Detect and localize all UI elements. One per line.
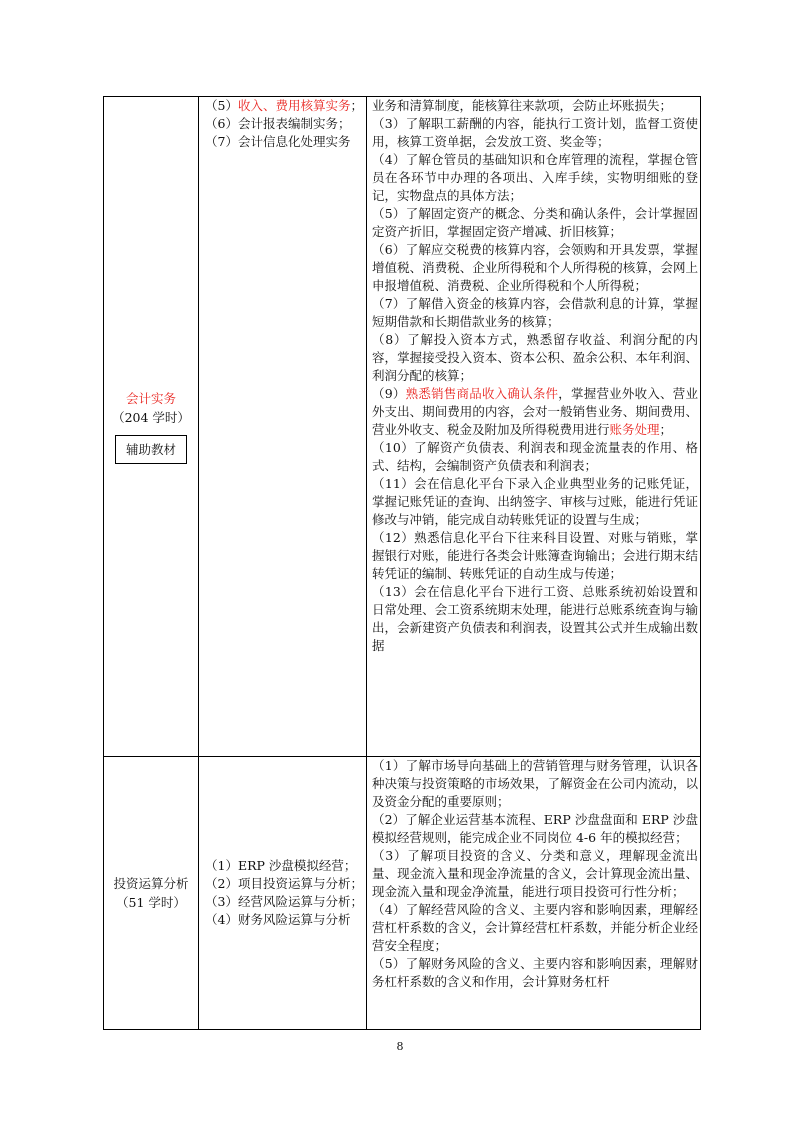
course-hours: （51 学时） [116, 895, 186, 910]
requirement-item: （10）了解资产负债表、利润表和现金流量表的作用、格式、结构，会编制资产负债表和利润表； [372, 440, 698, 473]
module-item: （3）经营风险运算与分析； [205, 894, 363, 909]
requirement-item: （5）了解固定资产的概念、分类和确认条件，会计掌握固定资产折旧，掌握固定资产增减、折旧核算； [372, 206, 698, 239]
module-item: （4）财务风险运算与分析 [205, 911, 351, 927]
requirement-item: （3）了解项目投资的含义、分类和意义，理解现金流出量、现金流入量和现金净流量的含义，会计算现金流出量、现金流入量和现金净流量，能进行项目投资可行性分析； [372, 848, 698, 899]
aux-material-box: 辅助教材 [115, 435, 187, 464]
requirement-item: （4）了解仓管员的基础知识和仓库管理的流程，掌握仓管员在各环节中办理的各项出、入库手续，实物明细账的登记，实物盘点的具体方法； [372, 152, 698, 203]
requirements-cell [367, 97, 701, 757]
requirement-item: （8）了解投入资本方式，熟悉留存收益、利润分配的内容，掌握接受投入资本、资本公积、盈余公积、本年利润、利润分配的核算； [372, 332, 698, 383]
curriculum-table [103, 96, 701, 1030]
course-name: 会计实务 [125, 391, 176, 406]
requirement-item: （12）熟悉信息化平台下往来科目设置、对账与销账，掌握银行对账，能进行各类会计账簿查询输出；会进行期末结转凭证的编制、转账凭证的自动生成与传递； [372, 530, 698, 581]
highlight-text: 熟悉销售商品收入确认条件 [405, 386, 559, 401]
module-item: （5）收入、费用核算实务； [205, 98, 363, 113]
requirement-item: （11）会在信息化平台下录入企业典型业务的记账凭证，掌握记账凭证的查询、出纳签字、审核与过账，能进行凭证修改与冲销，能完成自动转账凭证的设置与生成； [372, 476, 698, 527]
requirement-item: （6）了解应交税费的核算内容，会领购和开具发票，掌握增值税、消费税、企业所得税和个人所得税的核算，会网上申报增值税、消费税、企业所得税和个人所得税； [372, 242, 698, 293]
table-row [104, 97, 701, 757]
highlight-text: 收入、费用核算实务 [237, 98, 351, 113]
requirement-item: （5）了解财务风险的含义、主要内容和影响因素，理解财务杠杆系数的含义和作用，会计算财务杠杆 [372, 956, 698, 989]
requirement-item: （3）了解职工薪酬的内容，能执行工资计划，监督工资使用，核算工资单据，会发放工资、奖金等； [372, 116, 698, 149]
requirements-cell [367, 757, 701, 1030]
module-item: （7）会计信息化处理实务 [205, 133, 351, 149]
requirement-item: （4）了解经营风险的含义、主要内容和影响因素，理解经营杠杆系数的含义，会计算经营杠杆系数，并能分析企业经营安全程度； [372, 902, 698, 953]
requirement-item: （13）会在信息化平台下进行工资、总账系统初始设置和日常处理、会工资系统期末处理，能进行总账系统查询与输出，会新建资产负债表和利润表，设置其公式并生成输出数据 [372, 584, 698, 653]
course-name-cell [104, 757, 199, 1030]
module-item: （6）会计报表编制实务； [205, 115, 351, 131]
course-name-cell [104, 97, 199, 757]
requirement-item: （1）了解市场导向基础上的营销管理与财务管理，认识各种决策与投资策略的市场效果，了解资金在公司内流动，以及资金分配的重要原则； [372, 758, 698, 809]
highlight-text: 账务处理 [609, 422, 660, 437]
module-item: （1）ERP 沙盘模拟经营； [205, 858, 357, 874]
modules-cell [199, 757, 367, 1030]
requirement-item: （7）了解借入资金的核算内容，会借款利息的计算，掌握短期借款和长期借款业务的核算； [372, 296, 698, 329]
table-row [104, 757, 701, 1030]
page-number: 8 [396, 1040, 404, 1053]
course-hours: （204 学时） [112, 410, 190, 425]
course-name: 投资运算分析 [113, 876, 189, 891]
requirement-item: 业务和清算制度，能核算往来款项，会防止坏账损失； [372, 98, 673, 113]
requirement-item: （2）了解企业运营基本流程、ERP 沙盘盘面和 ERP 沙盘模拟经营规则，能完成企业不同岗位 4-6 年的模拟经营； [372, 812, 698, 845]
requirement-item: （9）熟悉销售商品收入确认条件，掌握营业外收入、营业外支出、期间费用的内容，会对一般销售业务、期间费用、营业外收支、税金及附加及所得税费用进行账务处理； [372, 386, 698, 437]
module-item: （2）项目投资运算与分析； [205, 876, 363, 892]
modules-cell [199, 97, 367, 757]
